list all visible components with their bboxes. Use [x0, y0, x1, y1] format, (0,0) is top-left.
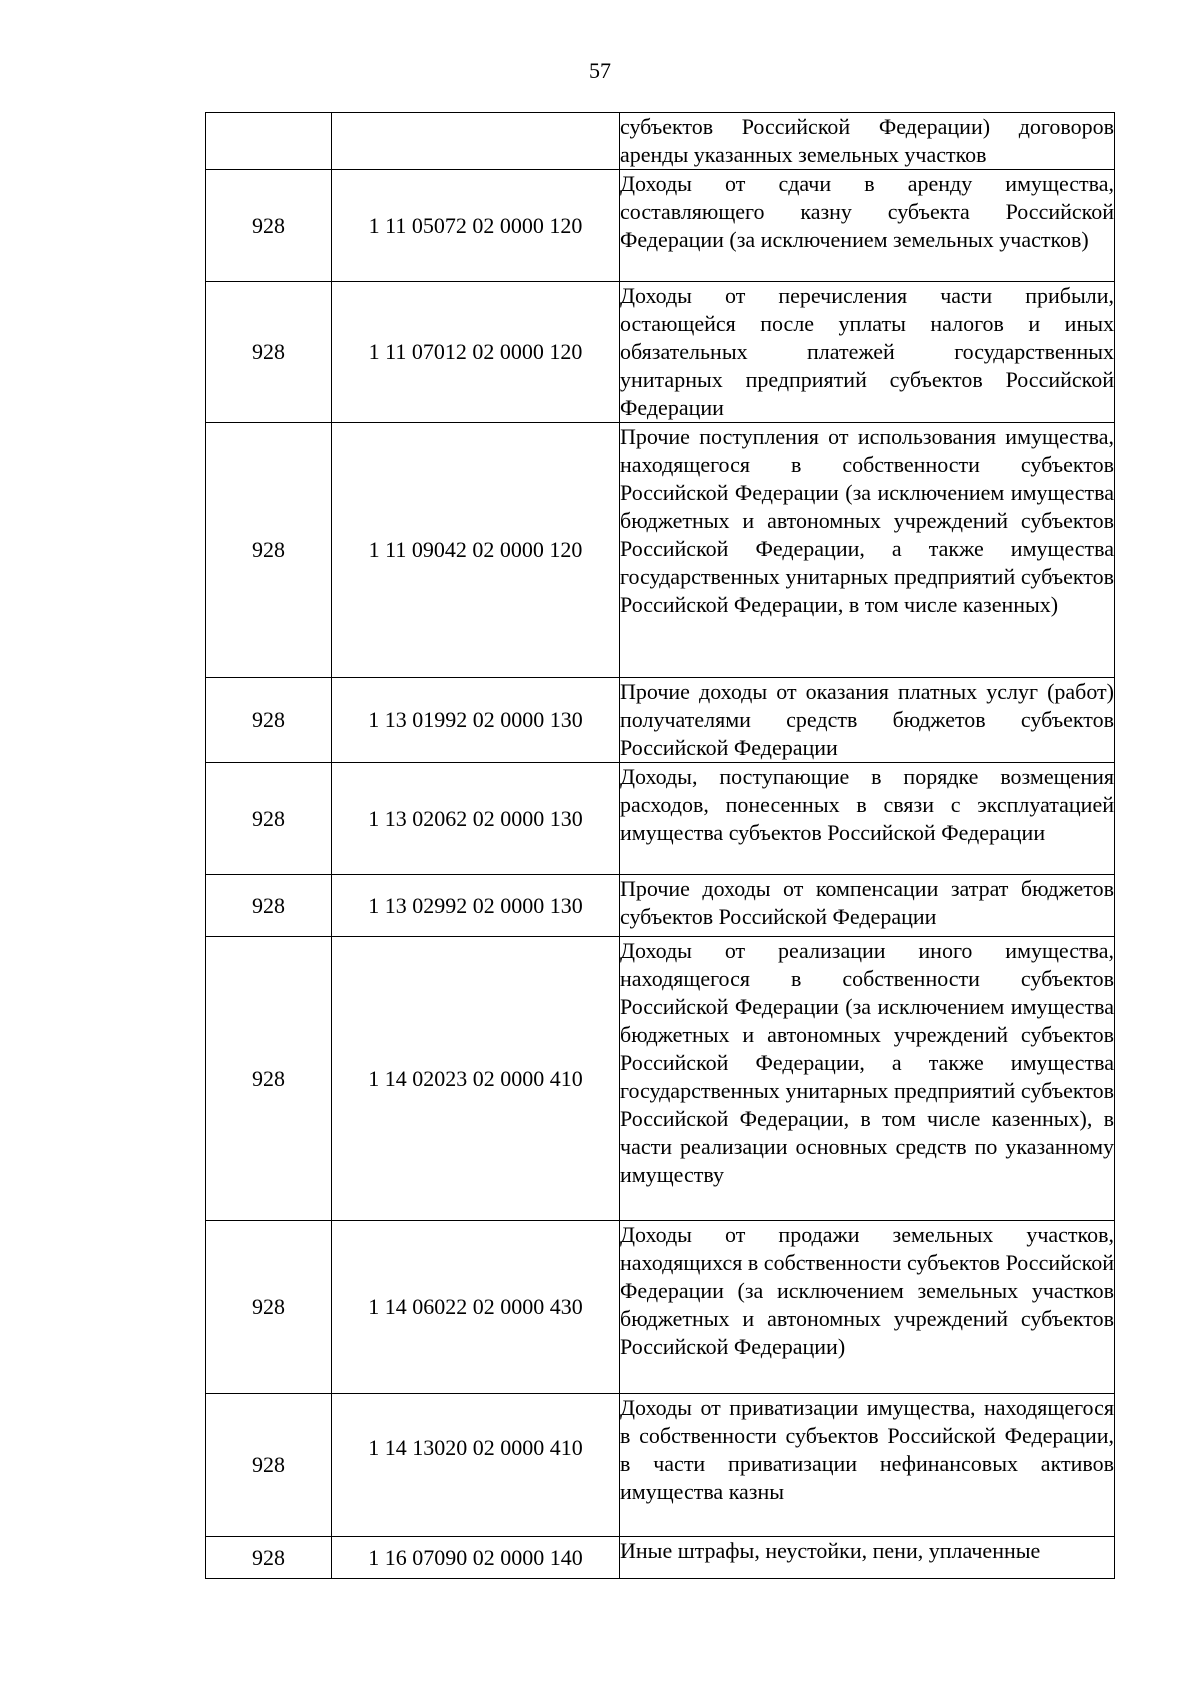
budget-code-cell: 1 11 07012 02 0000 120 [332, 282, 620, 423]
income-name-text: Доходы от продажи земельных участков, находящихся в собственности субъектов Российской Федерации (за исключением земельных участков бюджетных и автономных учреждений субъектов Российской Федерации) [620, 1222, 1114, 1359]
admin-code-cell: 928 [206, 170, 332, 282]
table-row [206, 170, 1115, 282]
income-name-cell [620, 170, 1115, 282]
income-name-text: Доходы, поступающие в порядке возмещения расходов, понесенных в связи с эксплуатацией имущества субъектов Российской Федерации [620, 764, 1114, 845]
table-row [206, 113, 1115, 170]
budget-code-cell [332, 113, 620, 170]
budget-code-cell: 1 13 01992 02 0000 130 [332, 678, 620, 763]
budget-code-cell: 1 13 02992 02 0000 130 [332, 875, 620, 937]
income-name-text: Доходы от перечисления части прибыли, остающейся после уплаты налогов и иных обязательных платежей государственных унитарных предприятий субъектов Российской Федерации [620, 283, 1114, 420]
income-name-cell [620, 1537, 1115, 1579]
table-row [206, 678, 1115, 763]
table-row [206, 282, 1115, 423]
admin-code-cell: 928 [206, 1537, 332, 1579]
income-name-text: Прочие доходы от компенсации затрат бюджетов субъектов Российской Федерации [620, 876, 1114, 929]
income-name-cell [620, 1221, 1115, 1394]
admin-code-cell: 928 [206, 1221, 332, 1394]
budget-code-cell: 1 14 02023 02 0000 410 [332, 937, 620, 1221]
table-row [206, 1537, 1115, 1579]
budget-code-cell: 1 11 09042 02 0000 120 [332, 423, 620, 678]
income-name-cell [620, 282, 1115, 423]
income-name-cell [620, 875, 1115, 937]
admin-code-cell: 928 [206, 937, 332, 1221]
income-name-text: Доходы от приватизации имущества, находящегося в собственности субъектов Российской Федерации, в части приватизации нефинансовых активов имущества казны [620, 1395, 1114, 1504]
income-codes-table [205, 112, 1115, 1579]
table-row [206, 763, 1115, 875]
income-name-cell [620, 937, 1115, 1221]
income-name-text: Прочие доходы от оказания платных услуг (работ) получателями средств бюджетов субъектов Российской Федерации [620, 679, 1114, 760]
admin-code-cell [206, 113, 332, 170]
budget-code-cell: 1 11 05072 02 0000 120 [332, 170, 620, 282]
admin-code-cell: 928 [206, 282, 332, 423]
budget-code-cell: 1 13 02062 02 0000 130 [332, 763, 620, 875]
budget-code-cell: 1 14 13020 02 0000 410 [332, 1394, 620, 1537]
page-number: 57 [589, 58, 611, 83]
income-name-text: Прочие поступления от использования имущества, находящегося в собственности субъектов Российской Федерации (за исключением имущества бюджетных и автономных учреждений субъектов Российской Федерации, а также имущества государственных унитарных предприятий субъектов Российской Федерации, в том числе казенных) [620, 424, 1114, 617]
budget-code-cell: 1 16 07090 02 0000 140 [332, 1537, 620, 1579]
admin-code-cell: 928 [206, 1394, 332, 1537]
table-row [206, 423, 1115, 678]
income-name-cell [620, 113, 1115, 170]
income-name-text: Иные штрафы, неустойки, пени, уплаченные [620, 1538, 1041, 1563]
income-name-cell [620, 678, 1115, 763]
income-name-text: Доходы от сдачи в аренду имущества, составляющего казну субъекта Российской Федерации (за исключением земельных участков) [620, 171, 1114, 252]
budget-code-cell: 1 14 06022 02 0000 430 [332, 1221, 620, 1394]
admin-code-cell: 928 [206, 423, 332, 678]
income-name-text: Доходы от реализации иного имущества, находящегося в собственности субъектов Российской Федерации (за исключением имущества бюджетных и автономных учреждений субъектов Российской Федерации, а также имущества государственных унитарных предприятий субъектов Российской Федерации, в том числе казенных), в части реализации основных средств по указанному имуществу [620, 938, 1114, 1187]
table-row [206, 937, 1115, 1221]
table-row [206, 1394, 1115, 1537]
income-name-cell [620, 763, 1115, 875]
income-name-cell [620, 423, 1115, 678]
income-name-cell [620, 1394, 1115, 1537]
table-row [206, 1221, 1115, 1394]
admin-code-cell: 928 [206, 678, 332, 763]
admin-code-cell: 928 [206, 763, 332, 875]
admin-code-cell: 928 [206, 875, 332, 937]
income-name-text: субъектов Российской Федерации) договоров аренды указанных земельных участков [620, 114, 1114, 167]
table-row [206, 875, 1115, 937]
